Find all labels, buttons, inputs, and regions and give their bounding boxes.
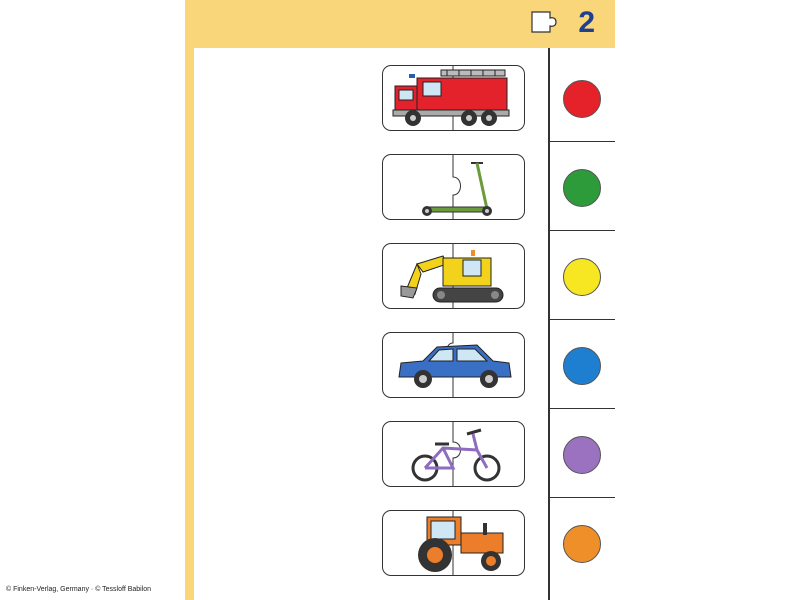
row-divider <box>550 408 615 409</box>
puzzle-tile-tractor[interactable] <box>382 510 525 576</box>
puzzle-card <box>185 0 615 600</box>
puzzle-tile-excavator[interactable] <box>382 243 525 309</box>
puzzle-tile-scooter[interactable] <box>382 154 525 220</box>
fire-truck-picture <box>383 66 525 131</box>
row-divider <box>550 141 615 142</box>
puzzle-tile-fire-truck[interactable] <box>382 65 525 131</box>
color-dot-blue <box>563 347 601 385</box>
tractor-picture <box>383 511 525 576</box>
color-dot-red <box>563 80 601 118</box>
puzzle-piece-icon <box>530 9 560 35</box>
car-picture <box>383 333 525 398</box>
color-dot-purple <box>563 436 601 474</box>
puzzle-tile-car[interactable] <box>382 332 525 398</box>
bicycle-picture <box>383 422 525 487</box>
row-divider <box>550 497 615 498</box>
color-dot-orange <box>563 525 601 563</box>
color-dot-green <box>563 169 601 207</box>
excavator-picture <box>383 244 525 309</box>
scooter-picture <box>383 155 525 220</box>
copyright-text: © Finken-Verlag, Germany · © Tessloff Babilon <box>6 586 152 593</box>
puzzle-board <box>194 48 615 600</box>
color-dot-yellow <box>563 258 601 296</box>
puzzle-tile-bicycle[interactable] <box>382 421 525 487</box>
row-divider <box>550 319 615 320</box>
page-number: 2 <box>578 6 595 39</box>
column-divider <box>548 48 550 600</box>
row-divider <box>550 230 615 231</box>
